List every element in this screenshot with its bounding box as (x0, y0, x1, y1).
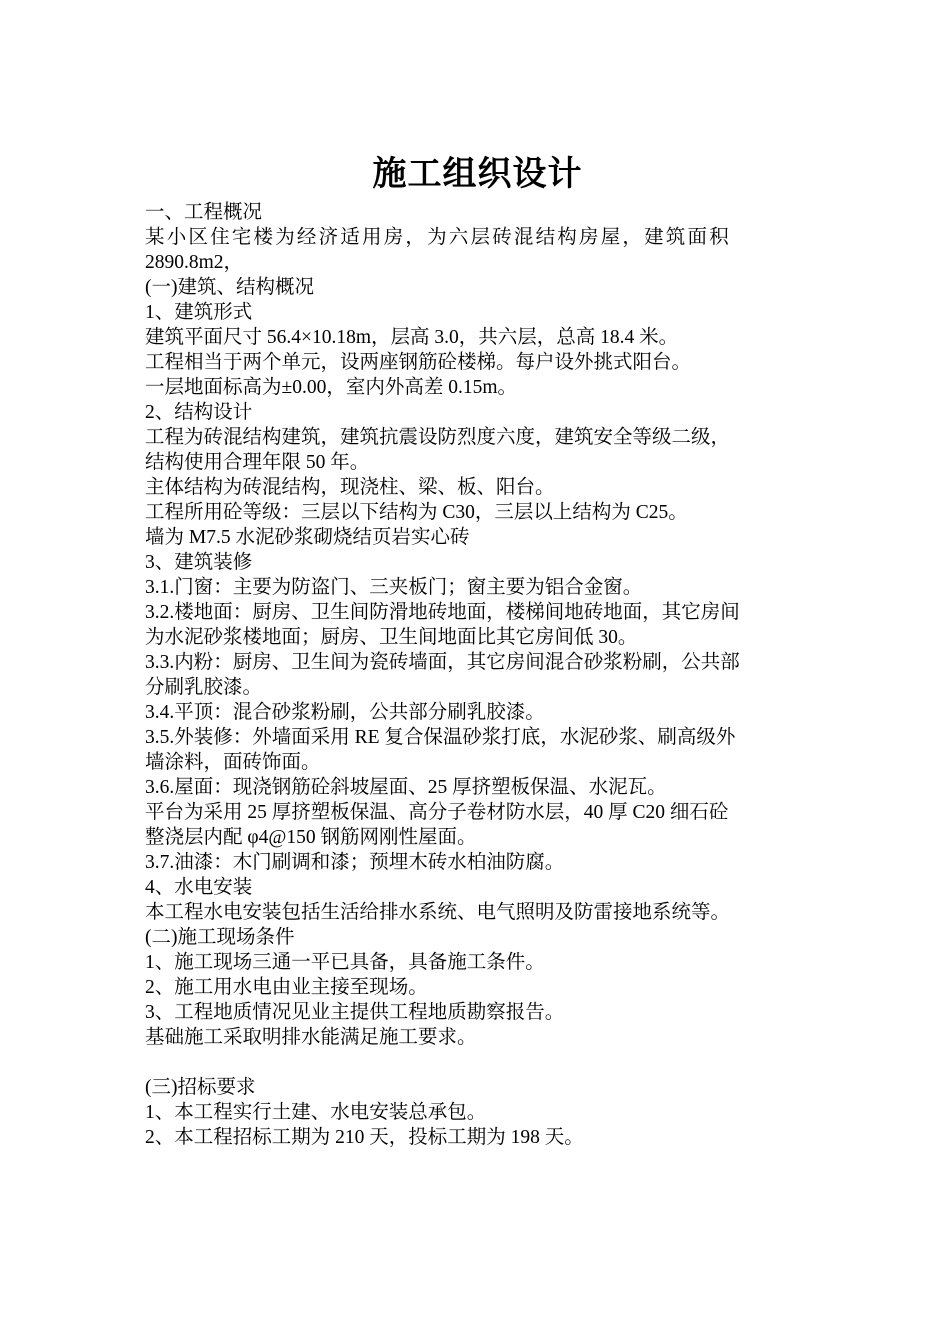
item-heading: 2、结构设计 (145, 402, 253, 423)
subsection-heading: (一)建筑、结构概况 (145, 277, 314, 298)
document-body (145, 200, 810, 1150)
document-title: 施工组织设计 (372, 154, 583, 194)
paragraph-line: 1、本工程实行土建、水电安装总承包。 (145, 1102, 487, 1123)
paragraph-line: 3.5.外装修：外墙面采用 RE 复合保温砂浆打底，水泥砂浆、刷高级外 (145, 727, 736, 748)
paragraph-line: 建筑平面尺寸 56.4×10.18m，层高 3.0，共六层，总高 18.4 米。 (145, 327, 679, 348)
section-heading: 一、工程概况 (145, 202, 263, 223)
subsection-heading: (二)施工现场条件 (145, 927, 295, 948)
paragraph-line: 2、施工用水电由业主接至现场。 (145, 977, 428, 998)
paragraph-line: 主体结构为砖混结构，现浇柱、梁、板、阳台。 (145, 477, 555, 498)
paragraph-line: 墙为 M7.5 水泥砂浆砌烧结页岩实心砖 (145, 527, 470, 548)
paragraph-line: 为水泥砂浆楼地面；厨房、卫生间地面比其它房间低 30。 (145, 627, 638, 648)
paragraph-line: 本工程水电安装包括生活给排水系统、电气照明及防雷接地系统等。 (145, 902, 731, 923)
blank-line (145, 1050, 810, 1075)
paragraph-line: 3.1.门窗：主要为防盗门、三夹板门；窗主要为铝合金窗。 (145, 577, 643, 598)
subsection-heading: (三)招标要求 (145, 1077, 256, 1098)
paragraph-line: 平台为采用 25 厚挤塑板保温、高分子卷材防水层，40 厚 C20 细石砼 (145, 802, 729, 823)
paragraph-line: 一层地面标高为±0.00，室内外高差 0.15m。 (145, 377, 517, 398)
paragraph-line: 工程为砖混结构建筑，建筑抗震设防烈度六度，建筑安全等级二级， (145, 427, 731, 448)
paragraph-line: 工程所用砼等级：三层以下结构为 C30，三层以上结构为 C25。 (145, 502, 688, 523)
paragraph-line: 工程相当于两个单元，设两座钢筋砼楼梯。每户设外挑式阳台。 (145, 352, 692, 373)
paragraph-line: 墙涂料，面砖饰面。 (145, 752, 321, 773)
paragraph-line: 某小区住宅楼为经济适用房，为六层砖混结构房屋，建筑面积 (145, 227, 731, 248)
paragraph-line: 1、施工现场三通一平已具备，具备施工条件。 (145, 952, 545, 973)
item-heading: 3、建筑装修 (145, 552, 253, 573)
paragraph-line: 3.2.楼地面：厨房、卫生间防滑地砖地面，楼梯间地砖地面，其它房间 (145, 602, 740, 623)
paragraph-line: 3.7.油漆：木门刷调和漆；预埋木砖水柏油防腐。 (145, 852, 565, 873)
paragraph-line: 整浇层内配 φ4@150 钢筋网刚性屋面。 (145, 827, 477, 848)
paragraph-line: 2、本工程招标工期为 210 天，投标工期为 198 天。 (145, 1127, 584, 1148)
paragraph-line: 2890.8m2， (145, 252, 244, 273)
paragraph-line: 3.3.内粉：厨房、卫生间为瓷砖墙面，其它房间混合砂浆粉刷，公共部 (145, 652, 740, 673)
paragraph-line: 基础施工采取明排水能满足施工要求。 (145, 1027, 477, 1048)
paragraph-line: 3、工程地质情况见业主提供工程地质勘察报告。 (145, 1002, 565, 1023)
item-heading: 1、建筑形式 (145, 302, 253, 323)
paragraph-line: 3.6.屋面：现浇钢筋砼斜坡屋面、25 厚挤塑板保温、水泥瓦。 (145, 777, 667, 798)
paragraph-line: 结构使用合理年限 50 年。 (145, 452, 370, 473)
item-heading: 4、水电安装 (145, 877, 253, 898)
paragraph-line: 分刷乳胶漆。 (145, 677, 263, 698)
paragraph-line: 3.4.平顶：混合砂浆粉刷，公共部分刷乳胶漆。 (145, 702, 545, 723)
